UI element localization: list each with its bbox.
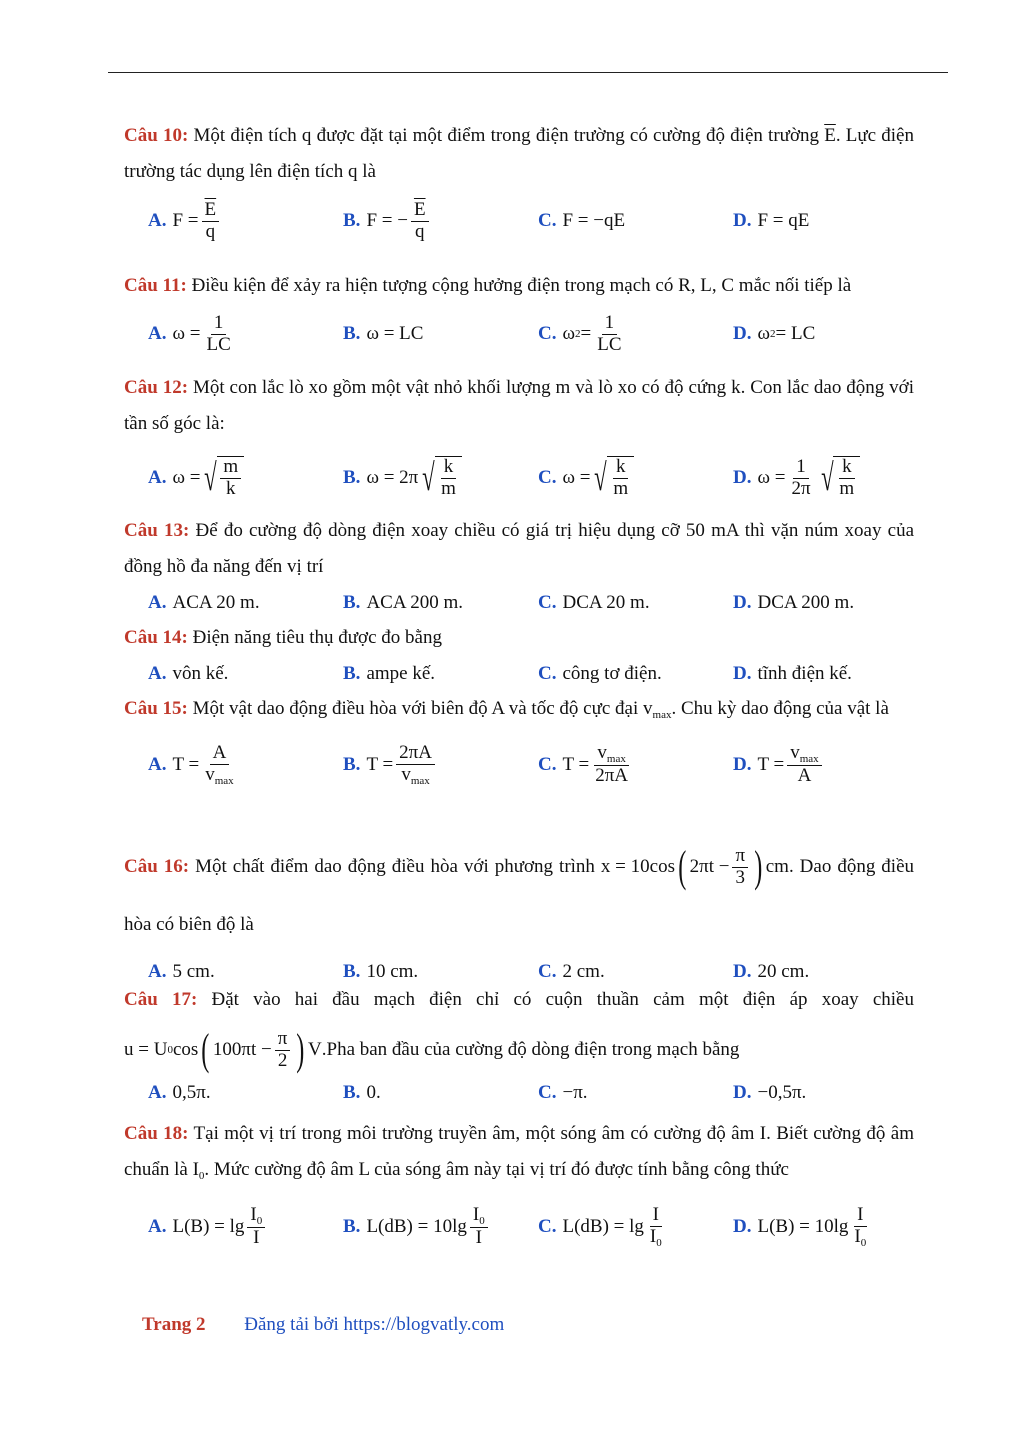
answer-row (124, 304, 914, 364)
option-b[interactable]: B. T = $\frac{2\pi A}{v_{max}}$ (343, 733, 438, 797)
question-stem: Câu 14: Điện năng tiêu thụ được đo bằng (124, 627, 442, 648)
question-label: Câu 14: (124, 627, 188, 648)
option-c[interactable]: C. F = −qE (538, 210, 626, 231)
question-12 (124, 370, 914, 514)
option-b[interactable]: B. 0. (343, 1082, 381, 1103)
question-11 (124, 268, 914, 364)
question-stem: Câu 18: Tại một vị trí trong môi trường truyền âm, một sóng âm có cường độ âm I. Biết cường độ âm chuẩn là $I_0$. Mức cường độ âm L của sóng âm này tại vị trí đó được tính bằng công thức (124, 1123, 914, 1182)
question-10 (124, 118, 914, 252)
question-label: Câu 15: (124, 698, 188, 719)
option-a[interactable]: A. 5 cm. (148, 961, 215, 982)
question-label: Câu 11: (124, 275, 187, 296)
answer-row (124, 1194, 914, 1260)
option-a[interactable]: A. L(B) = lg $\frac{I_0}{I}$ (148, 1194, 268, 1260)
question-label: Câu 16: (124, 856, 190, 877)
option-a[interactable]: A. ω = √ $\frac{m}{k}$ (148, 442, 244, 514)
question-label: Câu 12: (124, 377, 189, 398)
page-footer (142, 1314, 504, 1336)
page-number: Trang 2 (142, 1314, 206, 1335)
question-17 (124, 975, 914, 1111)
equation: x = 10cos ( 2πt − $\frac{\pi}{3}$ ) cm (600, 842, 789, 891)
option-d[interactable]: D. L(B) = 10lg $\frac{I}{I_0}$ (733, 1204, 867, 1249)
option-c[interactable]: C. T = $\frac{v_{max}}{2\pi A}$ (538, 742, 629, 787)
option-a[interactable]: A. ACA 20 m. (148, 592, 260, 613)
option-d[interactable]: D. DCA 200 m. (733, 592, 855, 613)
equation: u = U 0 cos ( 100πt − $\frac{\pi}{2}$ ) V (124, 1025, 322, 1074)
question-13 (124, 513, 914, 621)
question-stem: Câu 11: Điều kiện để xảy ra hiện tượng cộng hưởng điện trong mạch có R, L, C mắc nối tiếp là (124, 275, 852, 296)
question-stem: Câu 17: Đặt vào hai đầu mạch điện chỉ có cuộn thuần cảm một điện áp xoay chiều u = U 0 cos ( 100πt − $\frac{\pi}{2}$ ) V .Pha ban đầu của cường độ dòng điện trong mạch bằng (124, 989, 914, 1074)
answer-row (124, 442, 914, 514)
question-label: Câu 18: (124, 1123, 189, 1144)
option-d[interactable]: D. −0,5π. (733, 1082, 807, 1103)
question-18 (124, 1116, 914, 1260)
question-stem: Câu 16: Một chất điểm dao động điều hòa với phương trình x = 10cos ( 2πt − $\frac{\pi}{3}$ ) cm . Dao động điều hòa có biên độ là (124, 838, 914, 954)
question-label: Câu 17: (124, 989, 198, 1010)
option-b[interactable]: B. 10 cm. (343, 961, 419, 982)
option-d[interactable]: D. tĩnh điện kế. (733, 663, 852, 684)
option-a[interactable]: A. F = $\frac{\overline{E}}{q}$ (148, 190, 222, 252)
question-16 (124, 838, 914, 990)
answer-row (124, 1075, 914, 1111)
option-d[interactable]: D. ω 2 = LC (733, 323, 816, 344)
option-c[interactable]: C. −π. (538, 1082, 588, 1103)
answer-row (124, 585, 914, 621)
option-d[interactable]: D. F = qE (733, 210, 810, 231)
question-stem: Câu 10: Một điện tích q được đặt tại một điểm trong điện trường có cường độ điện trường $\overline{E}$. Lực điện trường tác dụng lên điện tích q là (124, 125, 914, 182)
option-b[interactable]: B. ampe kế. (343, 663, 436, 684)
answer-row (124, 190, 914, 252)
option-b[interactable]: B. ACA 200 m. (343, 592, 464, 613)
option-a[interactable]: A. T = $\frac{A}{v_{max}}$ (148, 742, 234, 787)
option-d[interactable]: D. 20 cm. (733, 961, 810, 982)
question-label: Câu 10: (124, 125, 189, 146)
uploader-link[interactable]: Đăng tải bởi https://blogvatly.com (244, 1314, 505, 1335)
option-c[interactable]: C. 2 cm. (538, 961, 605, 982)
option-c[interactable]: C. L(dB) = lg $\frac{I}{I_0}$ (538, 1204, 662, 1249)
option-c[interactable]: C. ω = √ $\frac{k}{m}$ (538, 442, 634, 514)
option-c[interactable]: C. công tơ điện. (538, 663, 662, 684)
question-stem: Câu 13: Để đo cường độ dòng điện xoay chiều có giá trị hiệu dụng cỡ 50 mA thì vặn núm xoay của đồng hồ đa năng đến vị trí (124, 520, 915, 577)
option-d[interactable]: D. T = $\frac{v_{max}}{A}$ (733, 733, 825, 797)
question-14 (124, 620, 914, 692)
option-b[interactable]: B. ω = 2π √ $\frac{k}{m}$ (343, 442, 462, 514)
option-b[interactable]: B. F = − $\frac{\overline{E}}{q}$ (343, 190, 432, 252)
question-stem: Câu 12: Một con lắc lò xo gồm một vật nhỏ khối lượng m và lò xo có độ cứng k. Con lắc dao động với tần số góc là: (124, 377, 915, 434)
option-a[interactable]: A. ω = $\frac{1}{LC}$ (148, 311, 231, 355)
question-stem: Câu 15: Một vật dao động điều hòa với biên độ A và tốc độ cực đại $v_{max}$. Chu kỳ dao động của vật là (124, 698, 889, 721)
option-a[interactable]: A. vôn kế. (148, 663, 229, 684)
answer-row (124, 733, 914, 797)
header-rule (108, 72, 948, 73)
option-a[interactable]: A. 0,5π. (148, 1082, 211, 1103)
option-d[interactable]: D. ω = $\frac{1}{2\pi}$ √ $\frac{k}{m}$ (733, 442, 860, 514)
option-c[interactable]: C. ω 2 = $\frac{1}{LC}$ (538, 311, 622, 355)
option-b[interactable]: B. ω = LC (343, 323, 424, 344)
answer-row (124, 656, 914, 692)
option-b[interactable]: B. L(dB) = 10lg $\frac{I_0}{I}$ (343, 1194, 491, 1260)
question-label: Câu 13: (124, 520, 190, 541)
question-15 (124, 691, 914, 797)
option-c[interactable]: C. DCA 20 m. (538, 592, 650, 613)
